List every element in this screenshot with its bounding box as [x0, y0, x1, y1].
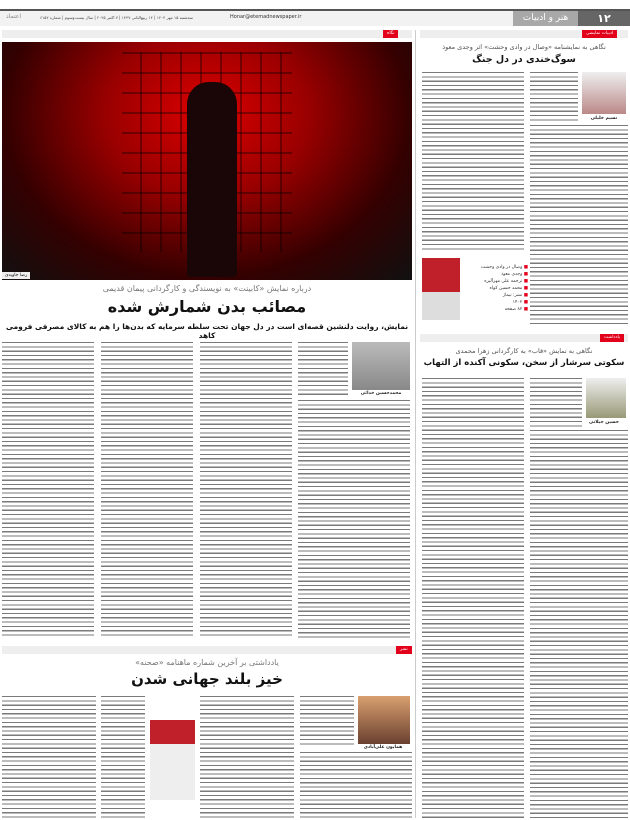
body-text [530, 125, 628, 325]
logo: اعتماد [6, 13, 22, 20]
book-author: ■ وجدی معوذ [462, 272, 528, 279]
bottom-title: خیز بلند جهانی شدن [131, 670, 283, 688]
side1-title: سوگ‌خندی در دل جنگ [472, 54, 576, 65]
photo-credit: رضا جاویدی [2, 272, 30, 279]
main-kicker: درباره نمایش «کابینت» به نویسندگی و کارگردانی پیمان قدیمی [102, 284, 312, 293]
book-pages: ■ ۸۲ صفحه [462, 307, 528, 314]
email[interactable]: Honar@etemadnewspaper.ir [230, 14, 302, 20]
page-header [0, 9, 630, 26]
book-cover [422, 258, 460, 320]
book-translator: ■ ترجمه علی مهرآلیزه [462, 279, 528, 286]
body-text [300, 696, 354, 746]
side1-label: ادبیات نمایشی [582, 30, 617, 38]
body-text [2, 696, 96, 818]
body-text [101, 696, 145, 818]
book-info [462, 265, 528, 314]
label-bar [420, 334, 628, 342]
body-text [298, 400, 410, 638]
author-photo [582, 72, 626, 114]
main-lead: نمایش، روایت دلنشین قصه‌ای است در دل جهان تحت سلطه سرمایه که بدن‌ها را هم به کالای مصرفی فرومی کاهد [5, 322, 409, 340]
bottom-kicker: یادداشتی بر آخرین شماره ماهنامه «صحنه» [135, 658, 279, 667]
side2-title: سکوتی سرشار از سخن، سکونی آکنده از التهاب [423, 358, 625, 368]
side2-kicker: نگاهی به نمایش «قاب» به کارگردانی زهرا محمدی [455, 347, 593, 355]
side2-label: یادداشت [600, 334, 624, 342]
body-text [422, 72, 524, 250]
bottom-author: همایون علی‌آبادی [363, 745, 403, 750]
date-line: سه‌شنبه ۱۵ مهر ۱۴۰۴ | ۱۴ ربیع‌الثانی ۱۴۴۷ | ۷ اکتبر ۲۰۲۵ | سال بیست‌وسوم | شماره ۶۱۵۲ [40, 15, 194, 20]
bottom-label: نشر [396, 646, 412, 654]
side2-author: حسین جیلانی [588, 420, 619, 425]
body-text [298, 342, 348, 397]
main-author: محمدحسین خدائی [360, 391, 402, 396]
label-bar [2, 646, 412, 654]
book-translator2: ■ محمد حسین کواه [462, 286, 528, 293]
performer-figure [187, 82, 237, 277]
body-text [530, 430, 628, 818]
body-text [200, 342, 292, 638]
author-photo [586, 378, 626, 418]
body-text [2, 342, 94, 638]
section-name: هنر و ادبیات [513, 11, 578, 26]
body-text [530, 378, 582, 428]
side1-author: نسیم خلیلی [590, 116, 618, 121]
book-title: ■ وصال در وادی وحشت [462, 265, 528, 272]
main-photo [2, 42, 412, 280]
body-text [101, 342, 193, 638]
author-photo [358, 696, 410, 744]
side1-kicker: نگاهی به نمایشنامه «وصال در وادی وحشت» اثر وجدی معوذ [442, 43, 606, 51]
page-number: ۱۲ [578, 11, 630, 26]
body-text [300, 752, 412, 818]
label-bar [2, 30, 412, 38]
author-photo [352, 342, 410, 390]
book-publisher: ■ نشر: نیماژ [462, 293, 528, 300]
body-text [200, 696, 294, 818]
magazine-cover [150, 720, 195, 800]
main-title: مصائب بدن شمارش شده [107, 297, 307, 316]
body-text [422, 378, 524, 818]
body-text [530, 72, 578, 122]
book-year: ■ ۱۴۰۲ [462, 300, 528, 307]
main-label: نگاه [383, 30, 398, 38]
divider [415, 30, 416, 818]
